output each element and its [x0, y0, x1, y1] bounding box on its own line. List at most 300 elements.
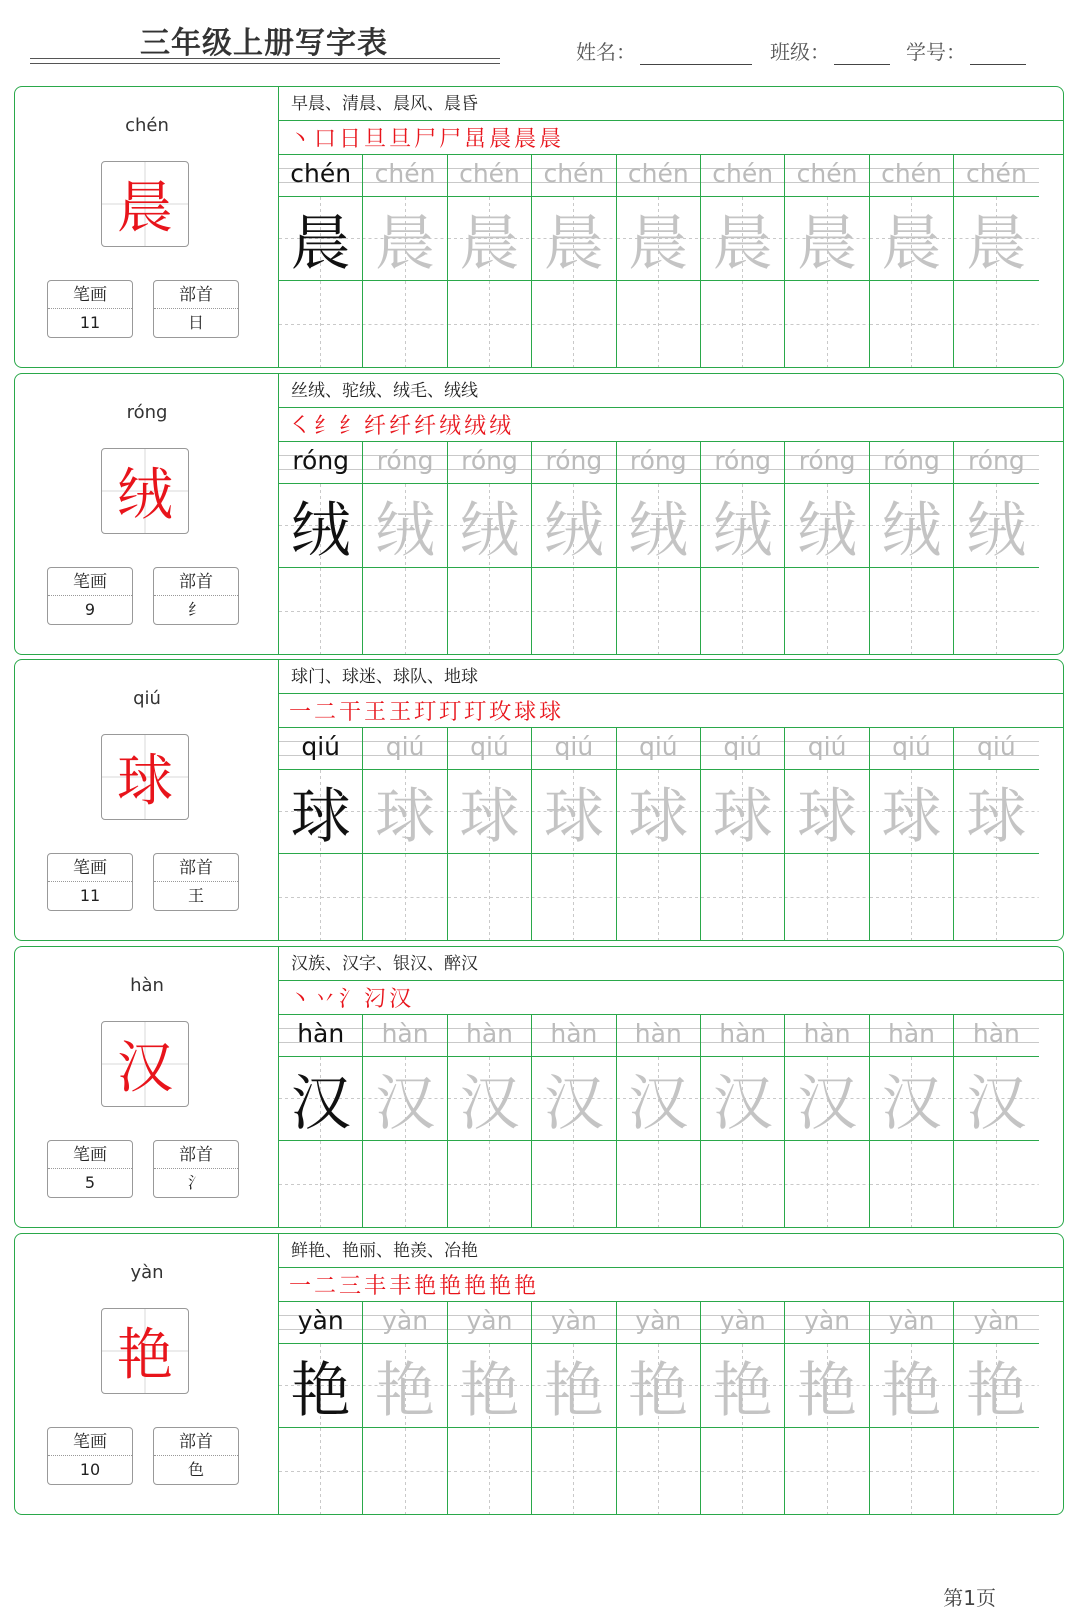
- radical-box: [153, 1427, 239, 1485]
- blank-practice-cell[interactable]: [448, 1428, 531, 1514]
- blank-practice-cell[interactable]: [279, 1141, 362, 1227]
- character-pinyin: hàn: [130, 975, 164, 996]
- pinyin-cell[interactable]: róng: [870, 442, 953, 484]
- grid-column: [954, 442, 1038, 654]
- student-id-label: 学号：: [906, 40, 966, 64]
- page-title: 三年级上册写字表: [140, 26, 388, 61]
- radical-label: 部首: [154, 568, 238, 596]
- character-pinyin: róng: [126, 402, 168, 423]
- tracing-cell[interactable]: 晨: [701, 197, 784, 281]
- character-card: [14, 373, 1064, 655]
- radical-box: [153, 280, 239, 338]
- stroke-step: 丷: [314, 987, 337, 1012]
- grid-column: [279, 728, 363, 940]
- tracing-cell[interactable]: 汉: [532, 1057, 615, 1141]
- stroke-step: 日: [339, 127, 362, 152]
- stroke-order-row: [279, 694, 1063, 728]
- stroke-step: 晨: [489, 127, 512, 152]
- pinyin-cell[interactable]: qiú: [954, 728, 1038, 770]
- grid-column: [617, 1302, 701, 1514]
- blank-practice-cell[interactable]: [448, 568, 531, 654]
- tracing-cell[interactable]: 晨: [532, 197, 615, 281]
- stroke-step: 晨: [514, 127, 537, 152]
- stroke-count-label: 笔画: [48, 1428, 132, 1456]
- character-info-panel: [15, 87, 279, 367]
- grid-column: [363, 1302, 447, 1514]
- stroke-step: 玫: [489, 700, 512, 725]
- pinyin-cell[interactable]: róng: [701, 442, 784, 484]
- pinyin-cell[interactable]: yàn: [617, 1302, 700, 1344]
- practice-area: [279, 947, 1063, 1227]
- stroke-step: 旦: [389, 127, 412, 152]
- stroke-order-row: [279, 1268, 1063, 1302]
- grid-column: [785, 1302, 869, 1514]
- grid-column: [363, 155, 447, 367]
- blank-practice-cell[interactable]: [617, 568, 700, 654]
- grid-column: [532, 728, 616, 940]
- stroke-step: 丶: [289, 987, 312, 1012]
- stroke-step: 球: [539, 700, 562, 725]
- tracing-cell[interactable]: 绒: [617, 484, 700, 568]
- grid-column: [701, 155, 785, 367]
- pinyin-cell[interactable]: hàn: [532, 1015, 615, 1057]
- stroke-step: 艳: [414, 1274, 437, 1299]
- blank-practice-cell[interactable]: [617, 281, 700, 367]
- grid-column: [279, 442, 363, 654]
- blank-practice-cell[interactable]: [954, 1428, 1038, 1514]
- character-pinyin: chén: [125, 115, 169, 136]
- stroke-step: 丶: [289, 127, 312, 152]
- pinyin-cell[interactable]: qiú: [279, 728, 362, 770]
- name-field[interactable]: [576, 36, 752, 65]
- tracing-cell[interactable]: 绒: [785, 484, 868, 568]
- pinyin-cell[interactable]: yàn: [870, 1302, 953, 1344]
- stroke-step: 艳: [514, 1274, 537, 1299]
- stroke-count-label: 笔画: [48, 568, 132, 596]
- writing-grid: [279, 728, 1063, 940]
- stroke-count-box: [47, 1427, 133, 1485]
- blank-practice-cell[interactable]: [363, 854, 446, 940]
- stroke-step: 王: [389, 700, 412, 725]
- character-pinyin: yàn: [130, 1262, 164, 1283]
- stroke-step: 玎: [464, 700, 487, 725]
- tracing-cell[interactable]: 晨: [363, 197, 446, 281]
- stroke-step: 绒: [464, 414, 487, 439]
- stroke-count-box: [47, 853, 133, 911]
- stroke-step: 艳: [464, 1274, 487, 1299]
- pinyin-cell[interactable]: chén: [448, 155, 531, 197]
- stroke-step: 晨: [539, 127, 562, 152]
- pinyin-cell[interactable]: yàn: [785, 1302, 868, 1344]
- tracing-cell[interactable]: 晨: [785, 197, 868, 281]
- grid-column: [532, 1302, 616, 1514]
- pinyin-cell[interactable]: yàn: [279, 1302, 362, 1344]
- writing-grid: [279, 1302, 1063, 1514]
- blank-practice-cell[interactable]: [954, 1141, 1038, 1227]
- writing-grid: [279, 1015, 1063, 1227]
- blank-practice-cell[interactable]: [617, 1141, 700, 1227]
- blank-practice-cell[interactable]: [617, 854, 700, 940]
- pinyin-cell[interactable]: yàn: [363, 1302, 446, 1344]
- stroke-step: 一: [289, 700, 312, 725]
- stroke-step: 纤: [389, 414, 412, 439]
- blank-practice-cell[interactable]: [363, 281, 446, 367]
- grid-column: [954, 1302, 1038, 1514]
- stroke-step: 三: [339, 1274, 362, 1299]
- stroke-step: 球: [514, 700, 537, 725]
- pinyin-cell[interactable]: róng: [363, 442, 446, 484]
- pinyin-cell[interactable]: chén: [279, 155, 362, 197]
- character-info-panel: [15, 1234, 279, 1514]
- stroke-step: ㇛: [289, 414, 312, 439]
- stroke-count-value: 5: [84, 1173, 96, 1192]
- pinyin-cell[interactable]: róng: [448, 442, 531, 484]
- example-words: 早晨、清晨、晨风、晨昏: [279, 87, 1063, 121]
- stroke-count-value: 10: [79, 1460, 101, 1479]
- blank-practice-cell[interactable]: [532, 281, 615, 367]
- character-pinyin: qiú: [133, 688, 161, 709]
- blank-practice-cell[interactable]: [279, 854, 362, 940]
- grid-column: [870, 442, 954, 654]
- character-display: 球: [101, 734, 189, 820]
- stroke-step: 王: [364, 700, 387, 725]
- pinyin-cell[interactable]: hàn: [785, 1015, 868, 1057]
- tracing-cell[interactable]: 绒: [363, 484, 446, 568]
- tracing-cell[interactable]: 晨: [617, 197, 700, 281]
- tracing-cell[interactable]: 绒: [279, 484, 362, 568]
- pinyin-cell[interactable]: róng: [532, 442, 615, 484]
- blank-practice-cell[interactable]: [870, 1141, 953, 1227]
- radical-box: [153, 1140, 239, 1198]
- character-info-panel: [15, 374, 279, 654]
- practice-area: [279, 660, 1063, 940]
- radical-value: 日: [187, 313, 204, 332]
- grid-column: [785, 1015, 869, 1227]
- pinyin-cell[interactable]: yàn: [954, 1302, 1038, 1344]
- radical-box: [153, 567, 239, 625]
- pinyin-cell[interactable]: chén: [785, 155, 868, 197]
- blank-practice-cell[interactable]: [279, 1428, 362, 1514]
- pinyin-cell[interactable]: hàn: [617, 1015, 700, 1057]
- grid-column: [448, 728, 532, 940]
- tracing-cell[interactable]: 汉: [363, 1057, 446, 1141]
- writing-grid: [279, 442, 1063, 654]
- pinyin-cell[interactable]: qiú: [617, 728, 700, 770]
- stroke-step: 纟: [314, 414, 337, 439]
- blank-practice-cell[interactable]: [701, 1141, 784, 1227]
- stroke-count-label: 笔画: [48, 854, 132, 882]
- title-underline: [30, 58, 500, 59]
- blank-practice-cell[interactable]: [870, 854, 953, 940]
- radical-value: 王: [187, 886, 204, 905]
- tracing-cell[interactable]: 艳: [363, 1344, 446, 1428]
- pinyin-cell[interactable]: qiú: [785, 728, 868, 770]
- stroke-step: 丰: [364, 1274, 387, 1299]
- grid-column: [448, 1302, 532, 1514]
- grid-column: [701, 442, 785, 654]
- radical-label: 部首: [154, 854, 238, 882]
- tracing-cell[interactable]: 汉: [448, 1057, 531, 1141]
- grid-column: [617, 728, 701, 940]
- character-card: [14, 86, 1064, 368]
- tracing-cell[interactable]: 晨: [448, 197, 531, 281]
- pinyin-cell[interactable]: yàn: [701, 1302, 784, 1344]
- blank-practice-cell[interactable]: [785, 568, 868, 654]
- grid-column: [785, 442, 869, 654]
- pinyin-cell[interactable]: chén: [617, 155, 700, 197]
- radical-value: 氵: [187, 1173, 204, 1192]
- radical-label: 部首: [154, 1141, 238, 1169]
- stroke-step: 绒: [489, 414, 512, 439]
- grid-column: [617, 442, 701, 654]
- grid-column: [363, 1015, 447, 1227]
- tracing-cell[interactable]: 绒: [954, 484, 1038, 568]
- tracing-cell[interactable]: 艳: [448, 1344, 531, 1428]
- blank-practice-cell[interactable]: [701, 281, 784, 367]
- blank-practice-cell[interactable]: [954, 568, 1038, 654]
- stroke-count-box: [47, 280, 133, 338]
- tracing-cell[interactable]: 艳: [617, 1344, 700, 1428]
- blank-practice-cell[interactable]: [701, 1428, 784, 1514]
- pinyin-cell[interactable]: chén: [701, 155, 784, 197]
- stroke-step: 纤: [414, 414, 437, 439]
- pinyin-cell[interactable]: róng: [617, 442, 700, 484]
- stroke-step: 尸: [414, 127, 437, 152]
- grid-column: [448, 155, 532, 367]
- pinyin-cell[interactable]: qiú: [870, 728, 953, 770]
- tracing-cell[interactable]: 球: [870, 770, 953, 854]
- student-id-field[interactable]: [906, 36, 1026, 65]
- grid-column: [785, 728, 869, 940]
- grid-column: [532, 155, 616, 367]
- tracing-cell[interactable]: 球: [448, 770, 531, 854]
- blank-practice-cell[interactable]: [279, 281, 362, 367]
- grid-column: [363, 442, 447, 654]
- blank-practice-cell[interactable]: [363, 1428, 446, 1514]
- blank-practice-cell[interactable]: [870, 1428, 953, 1514]
- tracing-cell[interactable]: 球: [617, 770, 700, 854]
- stroke-count-value: 11: [79, 313, 101, 332]
- grid-column: [363, 728, 447, 940]
- tracing-cell[interactable]: 晨: [870, 197, 953, 281]
- tracing-cell[interactable]: 晨: [954, 197, 1038, 281]
- blank-practice-cell[interactable]: [954, 854, 1038, 940]
- blank-practice-cell[interactable]: [870, 568, 953, 654]
- pinyin-cell[interactable]: hàn: [448, 1015, 531, 1057]
- character-card: [14, 1233, 1064, 1515]
- grid-column: [532, 1015, 616, 1227]
- stroke-step: 二: [314, 1274, 337, 1299]
- character-display: 绒: [101, 448, 189, 534]
- grid-column: [617, 155, 701, 367]
- page-header: [0, 0, 1080, 80]
- example-words: 球门、球迷、球队、地球: [279, 660, 1063, 694]
- blank-practice-cell[interactable]: [448, 1141, 531, 1227]
- character-display: 汉: [101, 1021, 189, 1107]
- blank-practice-cell[interactable]: [448, 281, 531, 367]
- blank-practice-cell[interactable]: [363, 1141, 446, 1227]
- tracing-cell[interactable]: 球: [532, 770, 615, 854]
- pinyin-cell[interactable]: hàn: [701, 1015, 784, 1057]
- student-id-blank[interactable]: [970, 41, 1026, 65]
- tracing-cell[interactable]: 艳: [785, 1344, 868, 1428]
- pinyin-cell[interactable]: chén: [954, 155, 1038, 197]
- character-display: 艳: [101, 1308, 189, 1394]
- stroke-step: 绒: [439, 414, 462, 439]
- stroke-step: 玎: [439, 700, 462, 725]
- tracing-cell[interactable]: 汉: [617, 1057, 700, 1141]
- practice-area: [279, 87, 1063, 367]
- blank-practice-cell[interactable]: [279, 568, 362, 654]
- radical-value: 色: [187, 1460, 204, 1479]
- page-number: 第1页: [943, 1586, 996, 1610]
- stroke-step: 汈: [364, 987, 387, 1012]
- pinyin-cell[interactable]: chén: [363, 155, 446, 197]
- stroke-count-value: 9: [84, 600, 96, 619]
- stroke-count-label: 笔画: [48, 281, 132, 309]
- blank-practice-cell[interactable]: [785, 1428, 868, 1514]
- stroke-order-row: [279, 408, 1063, 442]
- practice-area: [279, 374, 1063, 654]
- stroke-step: 旦: [364, 127, 387, 152]
- grid-column: [279, 155, 363, 367]
- writing-grid: [279, 155, 1063, 367]
- stroke-count-value: 11: [79, 886, 101, 905]
- blank-practice-cell[interactable]: [532, 568, 615, 654]
- grid-column: [448, 442, 532, 654]
- blank-practice-cell[interactable]: [785, 1141, 868, 1227]
- tracing-cell[interactable]: 艳: [954, 1344, 1038, 1428]
- pinyin-cell[interactable]: hàn: [870, 1015, 953, 1057]
- tracing-cell[interactable]: 艳: [870, 1344, 953, 1428]
- grid-column: [954, 155, 1038, 367]
- tracing-cell[interactable]: 球: [279, 770, 362, 854]
- stroke-step: 𣅽: [464, 127, 487, 152]
- tracing-cell[interactable]: 球: [701, 770, 784, 854]
- radical-value: 纟: [187, 600, 204, 619]
- grid-column: [785, 155, 869, 367]
- name-blank[interactable]: [640, 41, 752, 65]
- stroke-step: 尸: [439, 127, 462, 152]
- pinyin-cell[interactable]: yàn: [448, 1302, 531, 1344]
- blank-practice-cell[interactable]: [954, 281, 1038, 367]
- tracing-cell[interactable]: 艳: [701, 1344, 784, 1428]
- stroke-step: 口: [314, 127, 337, 152]
- stroke-step: 纟: [339, 414, 362, 439]
- example-words: 鲜艳、艳丽、艳羡、冶艳: [279, 1234, 1063, 1268]
- pinyin-cell[interactable]: qiú: [532, 728, 615, 770]
- tracing-cell[interactable]: 汉: [870, 1057, 953, 1141]
- grid-column: [617, 1015, 701, 1227]
- blank-practice-cell[interactable]: [870, 281, 953, 367]
- stroke-step: 玎: [414, 700, 437, 725]
- blank-practice-cell[interactable]: [448, 854, 531, 940]
- tracing-cell[interactable]: 球: [785, 770, 868, 854]
- grid-column: [870, 728, 954, 940]
- tracing-cell[interactable]: 绒: [701, 484, 784, 568]
- pinyin-cell[interactable]: róng: [954, 442, 1038, 484]
- tracing-cell[interactable]: 艳: [279, 1344, 362, 1428]
- tracing-cell[interactable]: 球: [954, 770, 1038, 854]
- pinyin-cell[interactable]: hàn: [363, 1015, 446, 1057]
- tracing-cell[interactable]: 汉: [701, 1057, 784, 1141]
- pinyin-cell[interactable]: chén: [532, 155, 615, 197]
- stroke-count-box: [47, 1140, 133, 1198]
- blank-practice-cell[interactable]: [701, 568, 784, 654]
- class-label: 班级：: [770, 40, 830, 64]
- grid-column: [870, 1302, 954, 1514]
- stroke-step: 艳: [489, 1274, 512, 1299]
- grid-column: [279, 1015, 363, 1227]
- pinyin-cell[interactable]: qiú: [448, 728, 531, 770]
- stroke-order-row: [279, 981, 1063, 1015]
- radical-box: [153, 853, 239, 911]
- stroke-count-box: [47, 567, 133, 625]
- tracing-cell[interactable]: 绒: [532, 484, 615, 568]
- radical-label: 部首: [154, 1428, 238, 1456]
- class-field[interactable]: [770, 36, 890, 65]
- blank-practice-cell[interactable]: [532, 1141, 615, 1227]
- pinyin-cell[interactable]: yàn: [532, 1302, 615, 1344]
- pinyin-cell[interactable]: róng: [785, 442, 868, 484]
- tracing-cell[interactable]: 汉: [279, 1057, 362, 1141]
- grid-column: [870, 1015, 954, 1227]
- stroke-step: 氵: [339, 987, 362, 1012]
- pinyin-cell[interactable]: qiú: [701, 728, 784, 770]
- blank-practice-cell[interactable]: [532, 854, 615, 940]
- grid-column: [954, 728, 1038, 940]
- stroke-step: 纤: [364, 414, 387, 439]
- tracing-cell[interactable]: 绒: [448, 484, 531, 568]
- pinyin-cell[interactable]: hàn: [279, 1015, 362, 1057]
- grid-column: [701, 1015, 785, 1227]
- blank-practice-cell[interactable]: [785, 281, 868, 367]
- blank-practice-cell[interactable]: [532, 1428, 615, 1514]
- stroke-count-label: 笔画: [48, 1141, 132, 1169]
- blank-practice-cell[interactable]: [617, 1428, 700, 1514]
- tracing-cell[interactable]: 汉: [954, 1057, 1038, 1141]
- title-underline: [30, 63, 500, 64]
- pinyin-cell[interactable]: róng: [279, 442, 362, 484]
- tracing-cell[interactable]: 汉: [785, 1057, 868, 1141]
- character-card: [14, 946, 1064, 1228]
- grid-column: [448, 1015, 532, 1227]
- grid-column: [870, 155, 954, 367]
- tracing-cell[interactable]: 晨: [279, 197, 362, 281]
- tracing-cell[interactable]: 球: [363, 770, 446, 854]
- stroke-step: 汉: [389, 987, 412, 1012]
- example-words: 汉族、汉字、银汉、醉汉: [279, 947, 1063, 981]
- pinyin-cell[interactable]: chén: [870, 155, 953, 197]
- character-card: [14, 659, 1064, 941]
- grid-column: [701, 1302, 785, 1514]
- pinyin-cell[interactable]: hàn: [954, 1015, 1038, 1057]
- radical-label: 部首: [154, 281, 238, 309]
- stroke-step: 丰: [389, 1274, 412, 1299]
- blank-practice-cell[interactable]: [701, 854, 784, 940]
- stroke-step: 二: [314, 700, 337, 725]
- tracing-cell[interactable]: 艳: [532, 1344, 615, 1428]
- practice-area: [279, 1234, 1063, 1514]
- stroke-step: 艳: [439, 1274, 462, 1299]
- blank-practice-cell[interactable]: [785, 854, 868, 940]
- blank-practice-cell[interactable]: [363, 568, 446, 654]
- character-info-panel: [15, 947, 279, 1227]
- tracing-cell[interactable]: 绒: [870, 484, 953, 568]
- pinyin-cell[interactable]: qiú: [363, 728, 446, 770]
- class-blank[interactable]: [834, 41, 890, 65]
- grid-column: [954, 1015, 1038, 1227]
